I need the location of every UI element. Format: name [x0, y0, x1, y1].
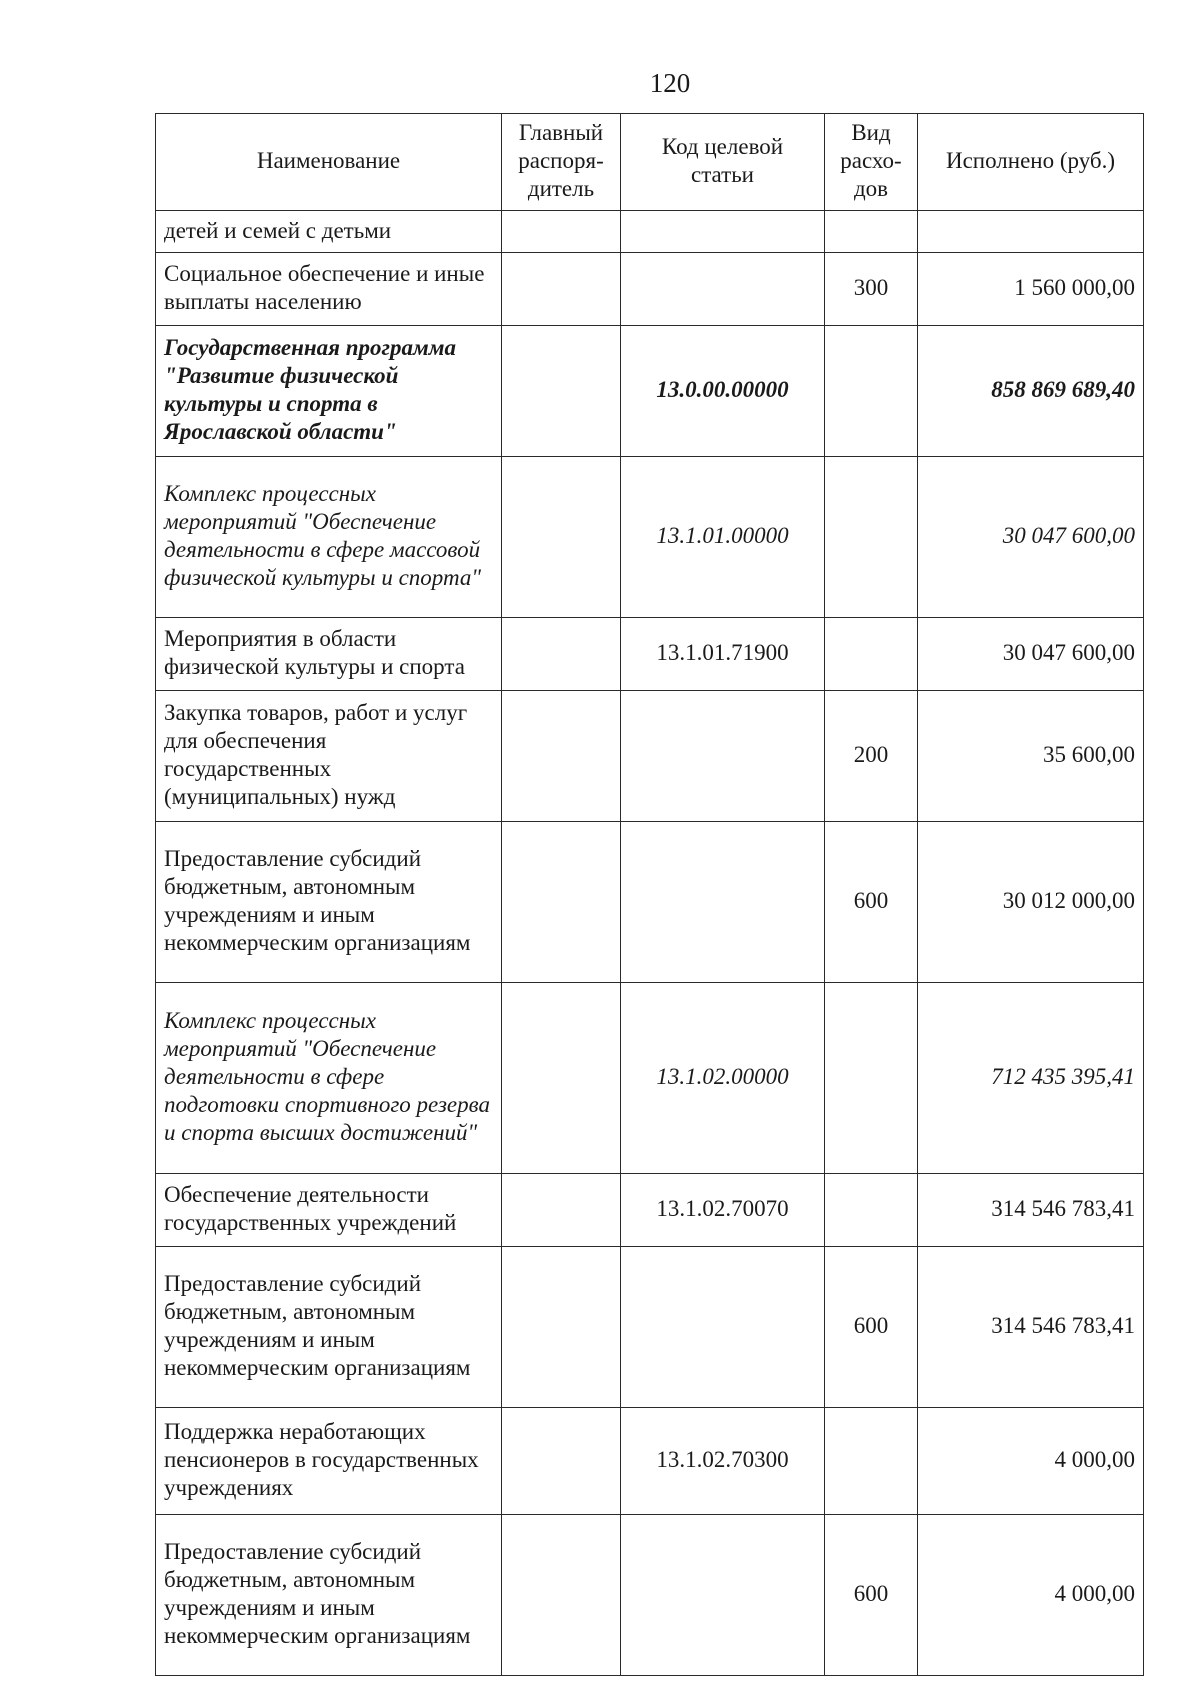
header-code: Код целевой статьи — [621, 114, 825, 211]
name-cell: Комплекс процессных мероприятий "Обеспечение деятельности в сфере массовой физической культуры и спорта" — [156, 457, 502, 618]
manager-cell — [502, 618, 621, 691]
manager-cell — [502, 1247, 621, 1408]
header-name: Наименование — [156, 114, 502, 211]
code-cell: 13.1.01.00000 — [621, 457, 825, 618]
amount-cell: 712 435 395,41 — [918, 983, 1144, 1174]
table-row — [156, 822, 1144, 983]
kind-cell — [825, 326, 918, 457]
budget-table — [155, 113, 1144, 1676]
name-cell: Закупка товаров, работ и услуг для обеспечения государственных (муниципальных) нужд — [156, 691, 502, 822]
kind-cell: 200 — [825, 691, 918, 822]
table-row — [156, 253, 1144, 326]
kind-cell — [825, 1174, 918, 1247]
manager-cell — [502, 457, 621, 618]
header-manager: Главный распоря-дитель — [502, 114, 621, 211]
header-kind: Вид расхо-дов — [825, 114, 918, 211]
manager-cell — [502, 1174, 621, 1247]
name-cell: Предоставление субсидий бюджетным, автономным учреждениям и иным некоммерческим организациям — [156, 1515, 502, 1676]
code-cell — [621, 1515, 825, 1676]
table-row — [156, 1247, 1144, 1408]
code-cell — [621, 822, 825, 983]
manager-cell — [502, 253, 621, 326]
page-number: 120 — [649, 68, 691, 98]
code-cell: 13.1.02.70070 — [621, 1174, 825, 1247]
name-cell: Мероприятия в области физической культуры и спорта — [156, 618, 502, 691]
amount-cell: 4 000,00 — [918, 1408, 1144, 1515]
kind-cell — [825, 211, 918, 253]
table-header-row — [156, 114, 1144, 211]
amount-cell: 30 047 600,00 — [918, 618, 1144, 691]
manager-cell — [502, 326, 621, 457]
table-row — [156, 326, 1144, 457]
amount-cell: 314 546 783,41 — [918, 1174, 1144, 1247]
code-cell: 13.1.02.70300 — [621, 1408, 825, 1515]
manager-cell — [502, 211, 621, 253]
kind-cell — [825, 983, 918, 1174]
kind-cell: 300 — [825, 253, 918, 326]
amount-cell: 858 869 689,40 — [918, 326, 1144, 457]
kind-cell: 600 — [825, 1247, 918, 1408]
code-cell — [621, 1247, 825, 1408]
code-cell: 13.1.02.00000 — [621, 983, 825, 1174]
kind-cell: 600 — [825, 822, 918, 983]
kind-cell — [825, 618, 918, 691]
table-row — [156, 1515, 1144, 1676]
amount-cell: 314 546 783,41 — [918, 1247, 1144, 1408]
kind-cell — [825, 457, 918, 618]
header-amount: Исполнено (руб.) — [918, 114, 1144, 211]
name-cell: Комплекс процессных мероприятий "Обеспечение деятельности в сфере подготовки спортивного резерва и спорта высших достижений" — [156, 983, 502, 1174]
name-cell: Предоставление субсидий бюджетным, автономным учреждениям и иным некоммерческим организациям — [156, 822, 502, 983]
table-row — [156, 691, 1144, 822]
table-row — [156, 618, 1144, 691]
amount-cell: 4 000,00 — [918, 1515, 1144, 1676]
amount-cell: 30 012 000,00 — [918, 822, 1144, 983]
code-cell — [621, 211, 825, 253]
code-cell: 13.1.01.71900 — [621, 618, 825, 691]
amount-cell — [918, 211, 1144, 253]
code-cell — [621, 691, 825, 822]
table-row — [156, 1408, 1144, 1515]
table-row — [156, 1174, 1144, 1247]
table-row — [156, 211, 1144, 253]
amount-cell: 30 047 600,00 — [918, 457, 1144, 618]
name-cell: Обеспечение деятельности государственных учреждений — [156, 1174, 502, 1247]
name-cell: Государственная программа "Развитие физической культуры и спорта в Ярославской области" — [156, 326, 502, 457]
manager-cell — [502, 1515, 621, 1676]
kind-cell — [825, 1408, 918, 1515]
name-cell: Поддержка неработающих пенсионеров в государственных учреждениях — [156, 1408, 502, 1515]
amount-cell: 1 560 000,00 — [918, 253, 1144, 326]
kind-cell: 600 — [825, 1515, 918, 1676]
manager-cell — [502, 822, 621, 983]
manager-cell — [502, 1408, 621, 1515]
table-row — [156, 457, 1144, 618]
manager-cell — [502, 983, 621, 1174]
name-cell: Предоставление субсидий бюджетным, автономным учреждениям и иным некоммерческим организациям — [156, 1247, 502, 1408]
manager-cell — [502, 691, 621, 822]
name-cell: детей и семей с детьми — [156, 211, 502, 253]
code-cell — [621, 253, 825, 326]
amount-cell: 35 600,00 — [918, 691, 1144, 822]
code-cell: 13.0.00.00000 — [621, 326, 825, 457]
name-cell: Социальное обеспечение и иные выплаты населению — [156, 253, 502, 326]
table-row — [156, 983, 1144, 1174]
